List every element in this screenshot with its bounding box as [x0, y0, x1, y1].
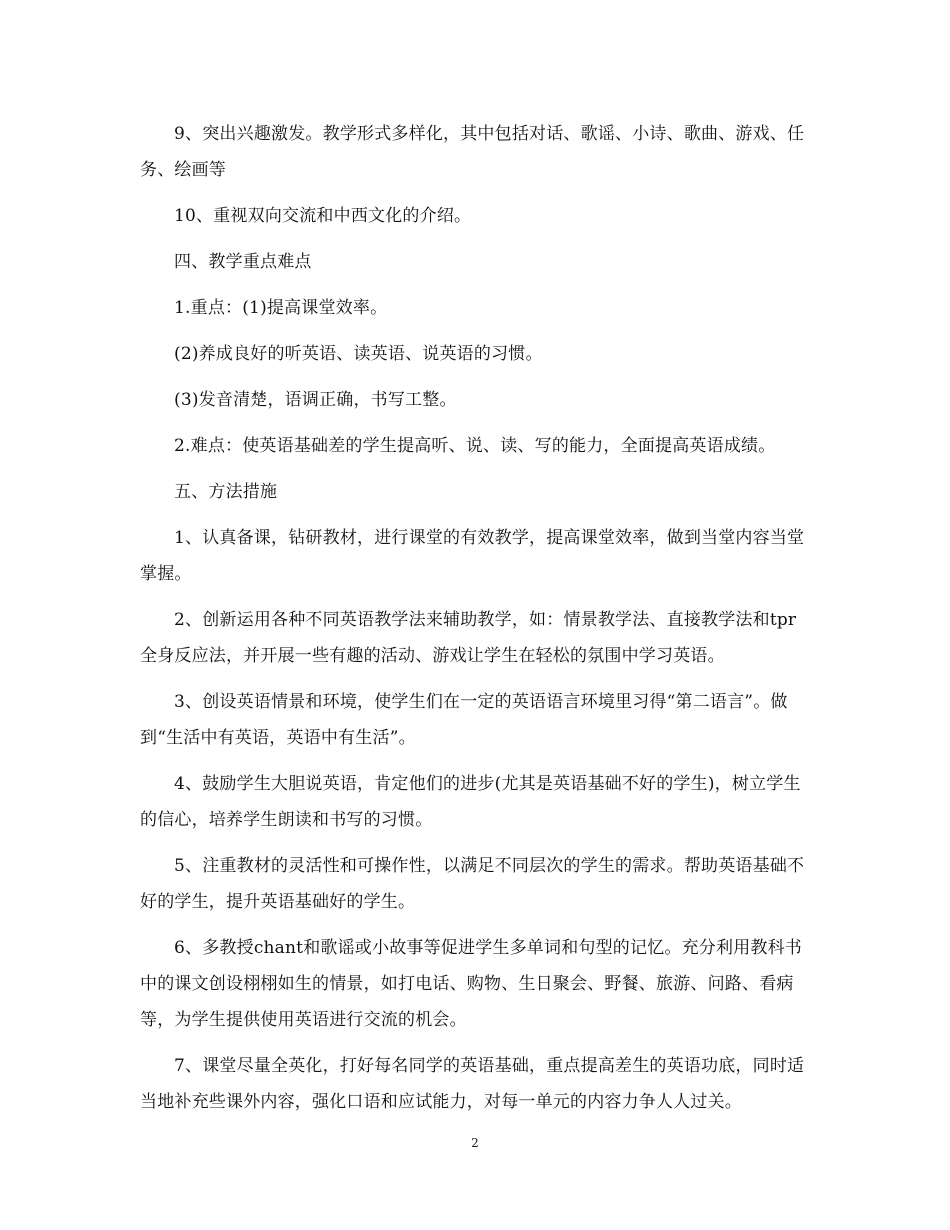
section-heading: 四、教学重点难点 — [174, 252, 312, 272]
section-heading: 五、方法措施 — [174, 482, 278, 502]
paragraph: (3)发音清楚，语调正确，书写工整。 — [174, 390, 457, 410]
paragraph: 5、注重教材的灵活性和可操作性，以满足不同层次的学生的需求。帮助英语基础不好的学生，提升英语基础好的学生。 — [140, 856, 805, 912]
paragraph: (2)养成良好的听英语、读英语、说英语的习惯。 — [174, 344, 543, 364]
page-number: 2 — [471, 1136, 479, 1150]
paragraph: 1.重点：(1)提高课堂效率。 — [174, 298, 388, 318]
paragraph: 1、认真备课，钻研教材，进行课堂的有效教学，提高课堂效率，做到当堂内容当堂掌握。 — [140, 528, 805, 584]
paragraph: 9、突出兴趣激发。教学形式多样化，其中包括对话、歌谣、小诗、歌曲、游戏、任务、绘画等 — [140, 124, 805, 180]
paragraph: 4、鼓励学生大胆说英语，肯定他们的进步(尤其是英语基础不好的学生)，树立学生的信心，培养学生朗读和书写的习惯。 — [140, 774, 801, 830]
paragraph: 2.难点：使英语基础差的学生提高听、说、读、写的能力，全面提高英语成绩。 — [174, 436, 776, 456]
paragraph: 10、重视双向交流和中西文化的介绍。 — [174, 206, 472, 226]
paragraph: 3、创设英语情景和环境，使学生们在一定的英语语言环境里习得“第二语言”。做到“生活中有英语，英语中有生活”。 — [140, 692, 788, 748]
paragraph: 2、创新运用各种不同英语教学法来辅助教学，如：情景教学法、直接教学法和tpr全身反应法，并开展一些有趣的活动、游戏让学生在轻松的氛围中学习英语。 — [140, 610, 797, 666]
document-body — [140, 116, 812, 1130]
paragraph: 6、多教授chant和歌谣或小故事等促进学生多单词和句型的记忆。充分利用教科书中的课文创设栩栩如生的情景，如打电话、购物、生日聚会、野餐、旅游、问路、看病等，为学生提供使用英语进行交流的机会。 — [140, 938, 802, 1030]
paragraph: 7、课堂尽量全英化，打好每名同学的英语基础，重点提高差生的英语功底，同时适当地补充些课外内容，强化口语和应试能力，对每一单元的内容力争人人过关。 — [140, 1056, 805, 1112]
